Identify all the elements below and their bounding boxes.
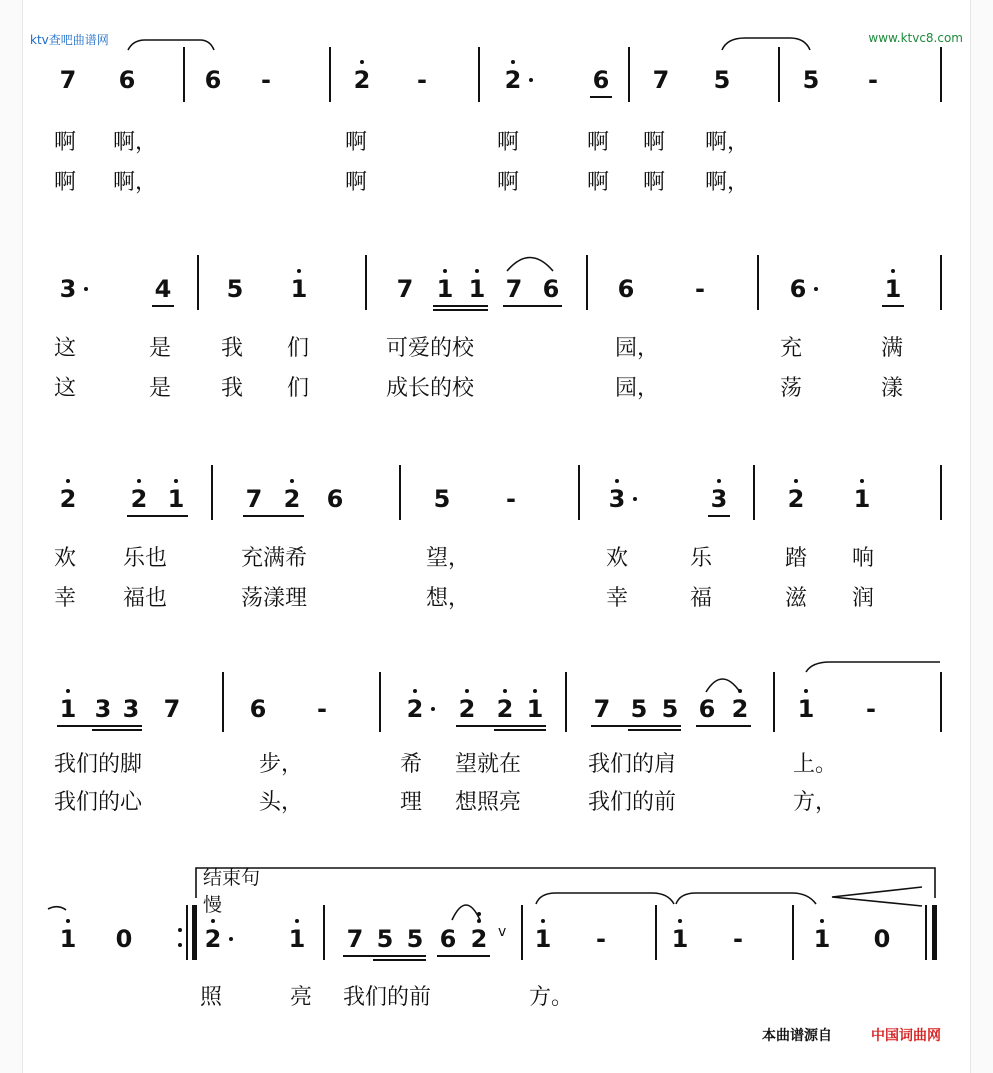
note: 1 <box>466 275 488 303</box>
barline <box>586 255 588 310</box>
lyric-verse1: 照 <box>200 985 223 1010</box>
lyric-verse1: 望， <box>426 546 471 571</box>
note: 5 <box>802 66 820 94</box>
underline <box>152 305 174 307</box>
tempo-label: 慢 <box>203 894 223 916</box>
note: 5 <box>630 695 648 723</box>
tie <box>676 893 816 904</box>
barline <box>940 255 942 310</box>
lyric-verse1: 欢 <box>606 546 629 571</box>
underline <box>503 305 562 307</box>
tie <box>722 38 810 50</box>
barline <box>565 672 567 732</box>
lyric-verse2: 我 <box>221 376 244 401</box>
lyric-verse2: 啊 <box>497 170 520 195</box>
note: 3 <box>606 485 628 513</box>
lyric-verse2: 啊， <box>113 170 158 195</box>
note: 2 <box>202 925 224 953</box>
note: 7 <box>593 695 611 723</box>
lyric-verse2: 润 <box>852 586 875 611</box>
breath-mark: v <box>498 924 507 940</box>
note-dot <box>633 497 637 501</box>
lyric-verse2: 啊 <box>345 170 368 195</box>
note: 1 <box>57 695 79 723</box>
slur <box>507 258 553 272</box>
note-dot <box>84 287 88 291</box>
barline <box>329 47 331 102</box>
note: 6 <box>204 66 222 94</box>
repeat-dot <box>178 943 182 947</box>
lyric-verse2: 福也 <box>123 586 168 611</box>
note: 2 <box>502 66 524 94</box>
lyric-verse2: 荡 <box>780 376 803 401</box>
slur <box>452 905 480 920</box>
header-left-site: ktv查吧曲谱网 <box>30 33 109 47</box>
final-barline <box>932 905 937 960</box>
note: 0 <box>115 925 133 953</box>
note: 3 <box>708 485 730 513</box>
note: 1 <box>286 925 308 953</box>
note: 5 <box>406 925 424 953</box>
underline <box>92 729 142 731</box>
note: 5 <box>713 66 731 94</box>
note: 2 <box>128 485 150 513</box>
right-margin-watermark <box>970 0 993 1073</box>
note-dot <box>814 287 818 291</box>
note: 1 <box>795 695 817 723</box>
barline <box>379 672 381 732</box>
slur <box>706 679 740 692</box>
lyric-verse2: 啊 <box>587 170 610 195</box>
lyric-verse1: 充 <box>780 336 803 361</box>
note: - <box>695 275 705 303</box>
lyric-verse1: 踏 <box>785 546 808 571</box>
underline <box>456 725 546 727</box>
note: 7 <box>59 66 77 94</box>
barline <box>478 47 480 102</box>
ending-bracket <box>196 868 935 898</box>
underline <box>882 305 904 307</box>
lyric-verse2: 我们的心 <box>54 790 143 815</box>
note: 5 <box>433 485 451 513</box>
note: 7 <box>396 275 414 303</box>
underline <box>433 305 488 307</box>
note: - <box>417 66 427 94</box>
repeat-barline <box>192 905 197 960</box>
underline <box>343 955 426 957</box>
lyric-verse1: 步， <box>259 752 304 777</box>
note: 7 <box>163 695 181 723</box>
note-dot <box>529 78 533 82</box>
note: 6 <box>439 925 457 953</box>
note: 1 <box>524 695 546 723</box>
lyric-verse1: 乐也 <box>123 546 168 571</box>
tie <box>536 893 674 904</box>
note-dot <box>431 707 435 711</box>
barline <box>778 47 780 102</box>
note: 2 <box>281 485 303 513</box>
barline <box>211 465 213 520</box>
lyric-verse1: 上。 <box>793 752 838 777</box>
lyric-verse2: 园， <box>615 376 660 401</box>
underline <box>127 515 188 517</box>
note: 2 <box>404 695 426 723</box>
barline <box>222 672 224 732</box>
barline <box>521 905 523 960</box>
lyric-verse2: 幸 <box>54 586 77 611</box>
note: 5 <box>226 275 244 303</box>
decrescendo <box>832 887 922 906</box>
lyric-verse2: 我们的前 <box>588 790 677 815</box>
barline <box>578 465 580 520</box>
note: 2 <box>785 485 807 513</box>
note: 6 <box>326 485 344 513</box>
note: 6 <box>592 66 610 94</box>
barline <box>655 905 657 960</box>
underline <box>373 959 426 961</box>
barline <box>940 465 942 520</box>
underline <box>494 729 546 731</box>
lyric-verse1: 乐 <box>690 546 713 571</box>
footer-source-label: 本曲谱源自 <box>762 1028 832 1044</box>
left-margin-watermark <box>0 0 23 1073</box>
tie <box>806 662 940 672</box>
note: 2 <box>57 485 79 513</box>
note: 2 <box>351 66 373 94</box>
barline <box>197 255 199 310</box>
note: 6 <box>789 275 807 303</box>
lyric-verse2: 想， <box>426 586 471 611</box>
underline <box>590 96 612 98</box>
lyric-verse2: 成长的校 <box>386 376 475 401</box>
repeat-barline <box>186 905 188 960</box>
tie <box>48 907 66 910</box>
barline <box>628 47 630 102</box>
underline <box>708 515 730 517</box>
note: - <box>506 485 516 513</box>
lyric-verse2: 滋 <box>785 586 808 611</box>
note: 6 <box>249 695 267 723</box>
lyric-verse1: 望就在 <box>455 752 522 777</box>
lyric-verse1: 响 <box>852 546 875 571</box>
lyric-verse1: 欢 <box>54 546 77 571</box>
underline <box>696 725 751 727</box>
barline <box>773 672 775 732</box>
lyric-verse2: 是 <box>149 376 172 401</box>
lyric-verse1: 啊， <box>113 130 158 155</box>
underline <box>243 515 304 517</box>
note: 3 <box>59 275 77 303</box>
lyric-verse2: 啊 <box>54 170 77 195</box>
lyric-verse2: 们 <box>287 376 310 401</box>
lyric-verse1: 方。 <box>529 985 574 1010</box>
lyric-verse1: 这 <box>54 336 77 361</box>
lyric-verse2: 漾 <box>881 376 904 401</box>
note: - <box>596 925 606 953</box>
lyric-verse1: 我 <box>221 336 244 361</box>
note: 1 <box>669 925 691 953</box>
barline <box>183 47 185 102</box>
lyric-verse2: 方， <box>793 790 838 815</box>
note: - <box>866 695 876 723</box>
lyric-verse1: 是 <box>149 336 172 361</box>
lyric-verse1: 我们的肩 <box>588 752 677 777</box>
lyric-verse1: 啊 <box>587 130 610 155</box>
note: 1 <box>288 275 310 303</box>
note: 7 <box>346 925 364 953</box>
fermata-dot <box>477 912 481 916</box>
note: - <box>868 66 878 94</box>
note: 4 <box>154 275 172 303</box>
underline <box>57 725 142 727</box>
barline <box>940 672 942 732</box>
barline <box>323 905 325 960</box>
underline <box>591 725 681 727</box>
repeat-dot <box>178 928 182 932</box>
lyric-verse2: 头， <box>259 790 304 815</box>
note: 5 <box>661 695 679 723</box>
tie <box>128 40 214 50</box>
note: 6 <box>118 66 136 94</box>
lyric-verse1: 可爱的校 <box>386 336 475 361</box>
lyric-verse1: 我们的脚 <box>54 752 143 777</box>
note: 6 <box>542 275 560 303</box>
note: 2 <box>494 695 516 723</box>
barline <box>399 465 401 520</box>
note: 1 <box>532 925 554 953</box>
note: 5 <box>376 925 394 953</box>
barline <box>792 905 794 960</box>
note-dot <box>229 937 233 941</box>
lyric-verse1: 希 <box>400 752 423 777</box>
lyric-verse1: 们 <box>287 336 310 361</box>
barline <box>365 255 367 310</box>
note: 7 <box>505 275 523 303</box>
note: 7 <box>245 485 263 513</box>
underline <box>433 309 488 311</box>
note: 1 <box>851 485 873 513</box>
note: 2 <box>468 925 490 953</box>
underline <box>628 729 681 731</box>
lyric-verse1: 我们的前 <box>343 985 432 1010</box>
note: 1 <box>811 925 833 953</box>
underline <box>437 955 490 957</box>
lyric-verse1: 啊 <box>643 130 666 155</box>
ending-label: 结束句 <box>203 867 261 889</box>
note: 7 <box>652 66 670 94</box>
lyric-verse2: 啊 <box>643 170 666 195</box>
lyric-verse1: 啊 <box>497 130 520 155</box>
lyric-verse2: 理 <box>400 790 423 815</box>
note: 6 <box>698 695 716 723</box>
lyric-verse1: 充满希 <box>241 546 308 571</box>
final-barline <box>925 905 927 960</box>
lyric-verse2: 想照亮 <box>455 790 522 815</box>
note: - <box>261 66 271 94</box>
lyric-verse1: 啊 <box>54 130 77 155</box>
note: 2 <box>729 695 751 723</box>
note: 1 <box>165 485 187 513</box>
lyric-verse2: 啊， <box>705 170 750 195</box>
lyric-verse1: 亮 <box>290 985 313 1010</box>
lyric-verse1: 啊， <box>705 130 750 155</box>
lyric-verse2: 幸 <box>606 586 629 611</box>
note: 3 <box>94 695 112 723</box>
barline <box>757 255 759 310</box>
note: 1 <box>882 275 904 303</box>
note: 1 <box>57 925 79 953</box>
lyric-verse1: 园， <box>615 336 660 361</box>
barline <box>753 465 755 520</box>
lyric-verse1: 满 <box>881 336 904 361</box>
note: 3 <box>122 695 140 723</box>
note: - <box>317 695 327 723</box>
lyric-verse2: 这 <box>54 376 77 401</box>
note: 2 <box>456 695 478 723</box>
footer-source-site: 中国词曲网 <box>871 1028 941 1044</box>
lyric-verse2: 福 <box>690 586 713 611</box>
lyric-verse1: 啊 <box>345 130 368 155</box>
note: 0 <box>873 925 891 953</box>
barline <box>940 47 942 102</box>
note: - <box>733 925 743 953</box>
note: 6 <box>617 275 635 303</box>
note: 1 <box>434 275 456 303</box>
lyric-verse2: 荡漾理 <box>241 586 308 611</box>
header-right-url: www.ktvc8.com <box>868 31 963 45</box>
